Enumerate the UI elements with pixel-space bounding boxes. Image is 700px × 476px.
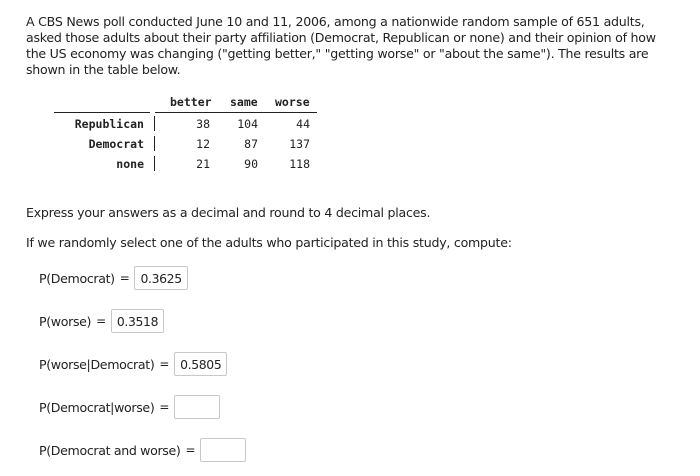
table-cell: 21 <box>196 157 210 171</box>
problem-intro: A CBS News poll conducted June 10 and 11, 2006, among a nationwide random sample of 651 adults, asked those adults about their party affiliation (Democrat, Republican or none) and their opinion of how the US economy was changing ("getting better," "getting worse" or "about the same"). The results are shown in the table below. <box>26 14 656 77</box>
col-header-worse: worse <box>275 95 310 109</box>
row-label-none: none <box>116 157 144 171</box>
question-label: P(worse|Democrat) <box>39 356 155 372</box>
table-cell: 44 <box>296 117 310 131</box>
question-label: P(Democrat|worse) <box>39 399 155 415</box>
row-label-democrat: Democrat <box>88 137 144 151</box>
table-cell: 118 <box>289 157 310 171</box>
contingency-table <box>50 92 325 182</box>
answer-field-p-democrat-given-worse[interactable] <box>174 395 220 419</box>
equals-sign: = <box>119 271 130 285</box>
question-p-democrat <box>39 266 188 290</box>
equals-sign: = <box>159 400 170 414</box>
answer-field-p-democrat-and-worse[interactable] <box>200 438 246 462</box>
equals-sign: = <box>185 443 196 457</box>
question-label: P(Democrat) <box>39 270 115 286</box>
question-label: P(Democrat and worse) <box>39 442 181 458</box>
question-p-democrat-and-worse <box>39 438 246 462</box>
instructions-text: Express your answers as a decimal and round to 4 decimal places. <box>26 205 431 220</box>
question-label: P(worse) <box>39 313 92 329</box>
equals-sign: = <box>96 314 106 328</box>
equals-sign: = <box>159 357 170 371</box>
question-p-worse-given-democrat <box>39 352 227 376</box>
row-divider <box>154 156 155 171</box>
question-p-worse <box>39 309 164 333</box>
col-header-better: better <box>170 95 212 109</box>
table-cell: 12 <box>196 137 210 151</box>
row-label-republican: Republican <box>74 117 144 131</box>
row-header-underline <box>54 112 150 113</box>
row-divider <box>154 116 155 131</box>
question-p-democrat-given-worse <box>39 395 220 419</box>
answer-field-p-worse-given-democrat[interactable]: 0.5805 <box>174 352 227 376</box>
table-cell: 87 <box>244 137 258 151</box>
table-cell: 137 <box>289 137 310 151</box>
answer-field-p-worse[interactable]: 0.3518 <box>111 309 164 333</box>
table-cell: 104 <box>237 117 258 131</box>
prompt-text: If we randomly select one of the adults who participated in this study, compute: <box>26 235 512 250</box>
table-cell: 38 <box>196 117 210 131</box>
table-cell: 90 <box>244 157 258 171</box>
header-underline <box>155 112 317 113</box>
answer-field-p-democrat[interactable]: 0.3625 <box>134 266 187 290</box>
row-divider <box>154 136 155 151</box>
col-header-same: same <box>230 95 258 109</box>
